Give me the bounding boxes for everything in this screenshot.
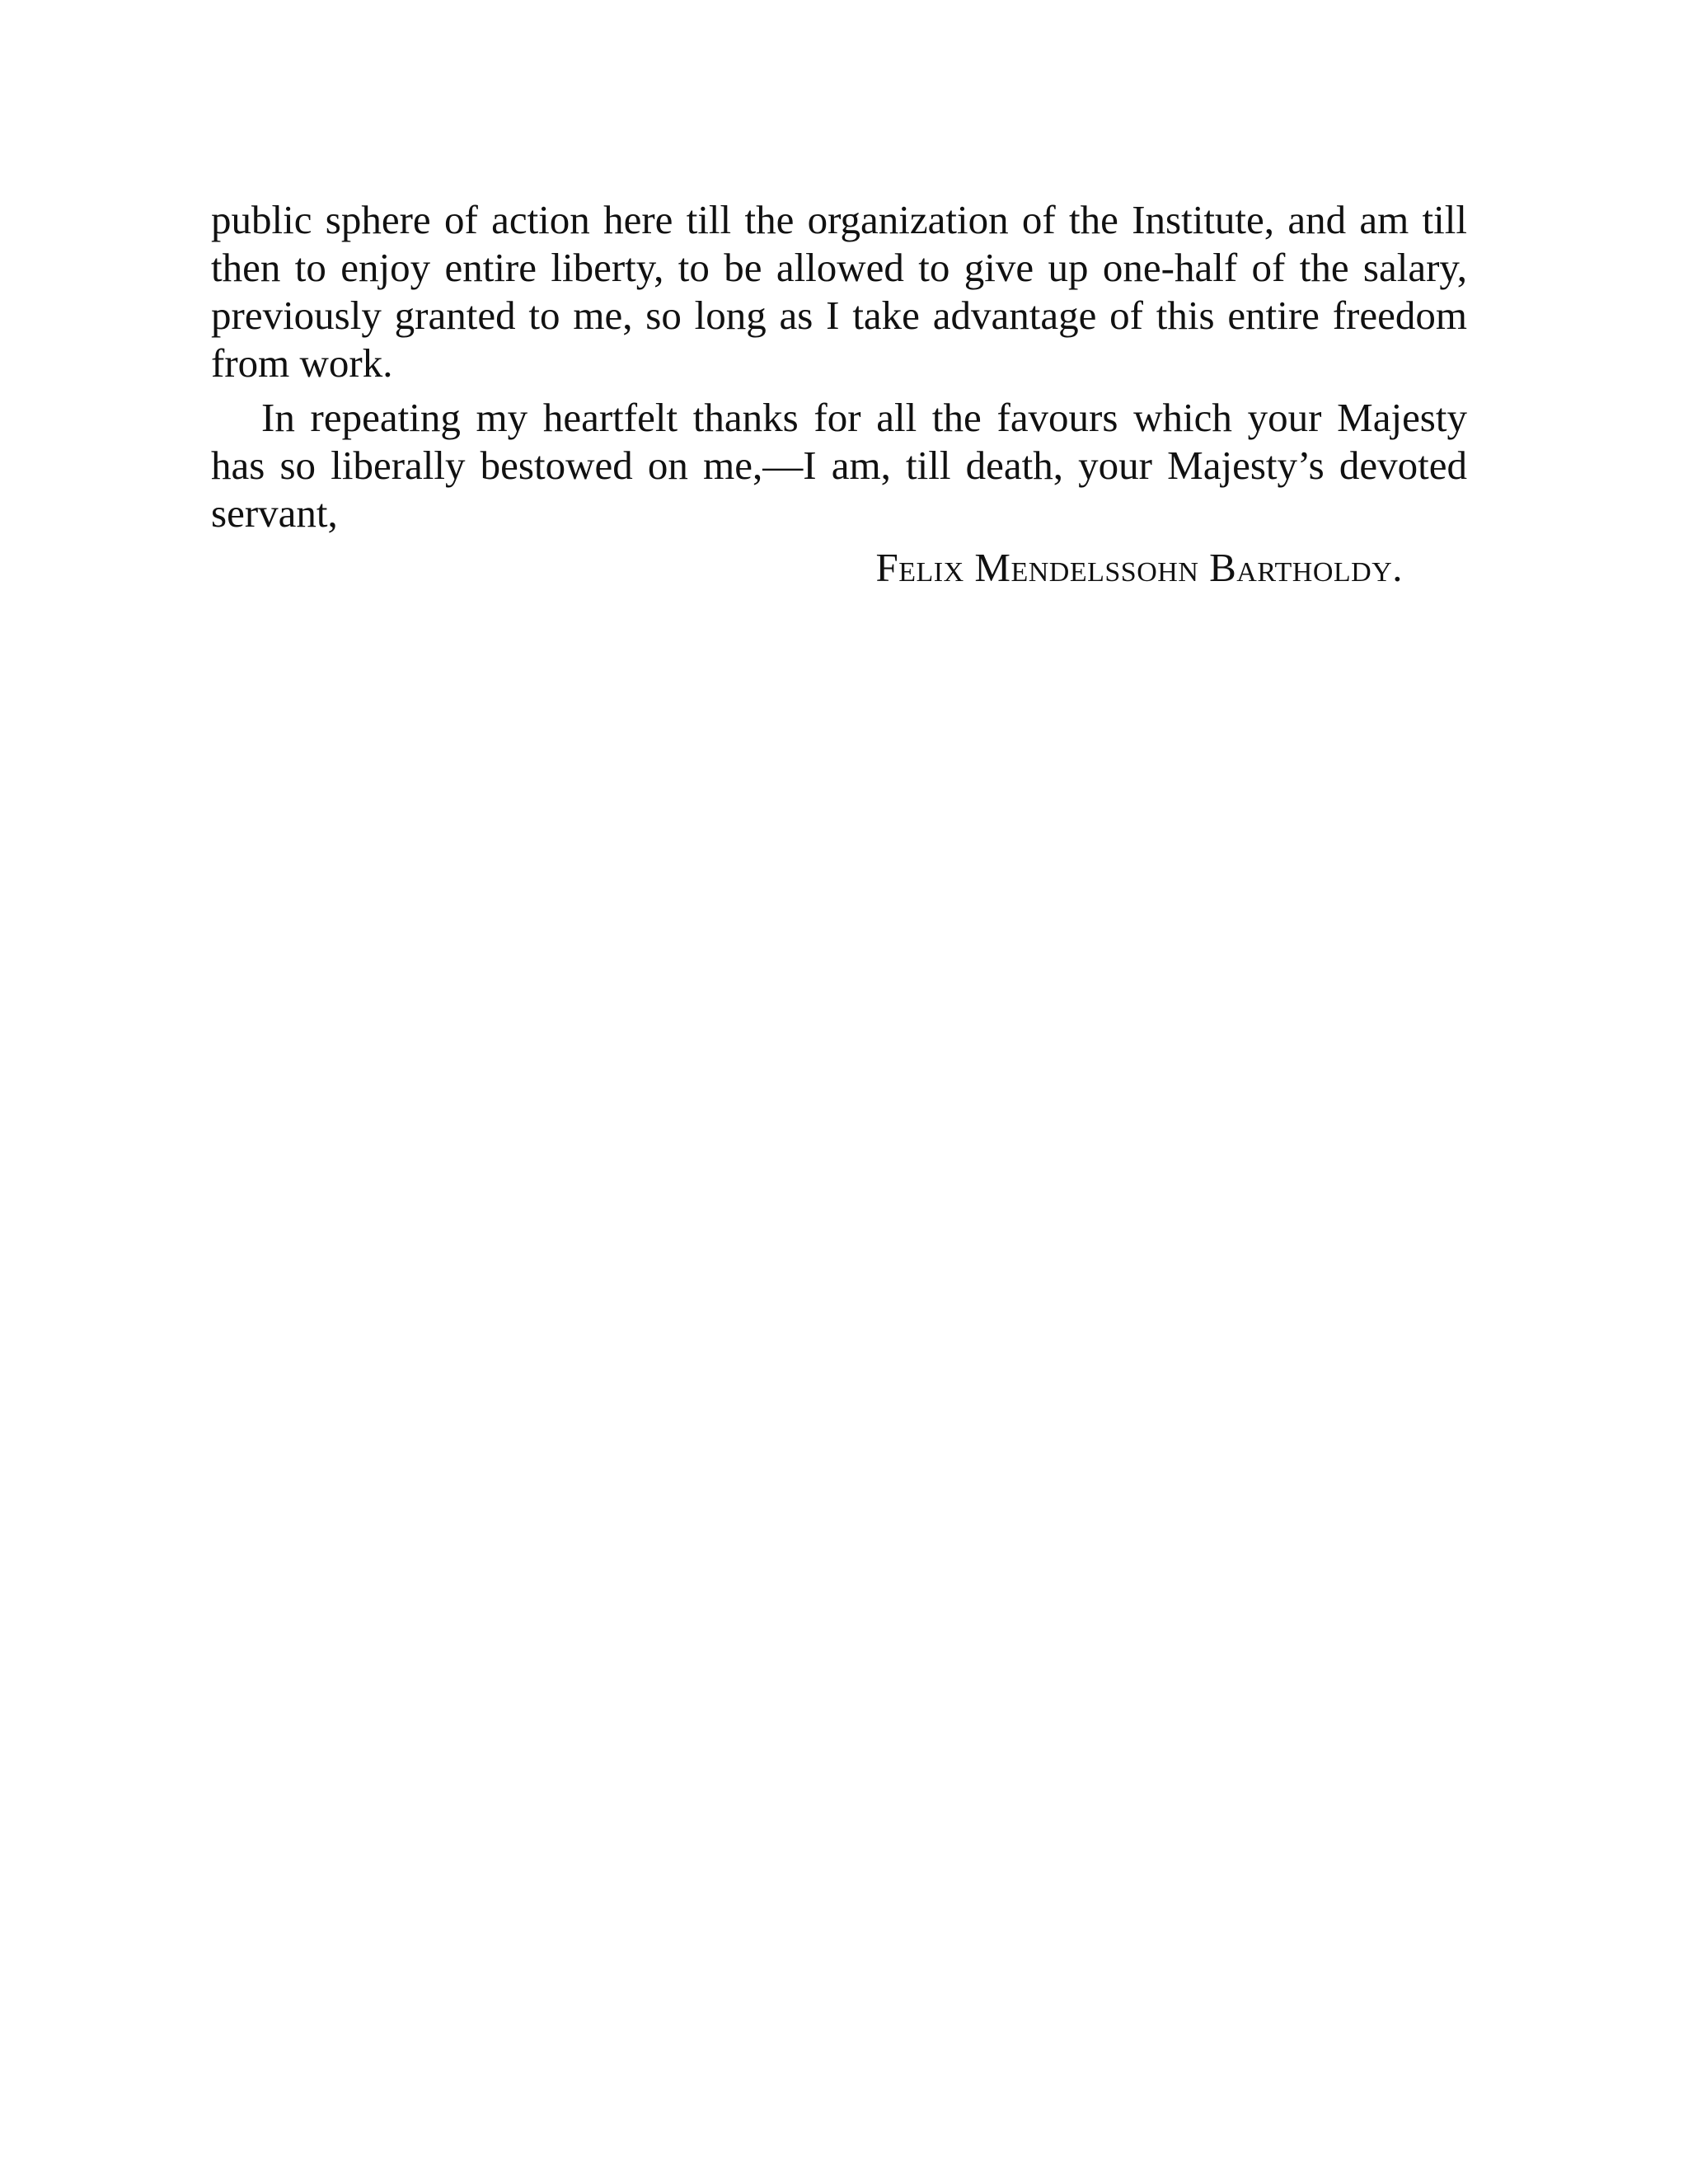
letter-body — [211, 196, 1467, 592]
paragraph-closing: In repeating my heartfelt thanks for all the favours which your Majesty has so liberally bestowed on me,—I am, till death, your Majesty’s devoted servant, — [211, 395, 1467, 536]
paragraph-continuation: public sphere of action here till the organization of the Institute, and am till then to enjoy entire liberty, to be allowed to give up one-half of the salary, previously granted to me, so long as I take advantage of this entire freedom from work. — [211, 197, 1467, 386]
signature: Felix Mendelssohn Bartholdy. — [875, 545, 1403, 590]
